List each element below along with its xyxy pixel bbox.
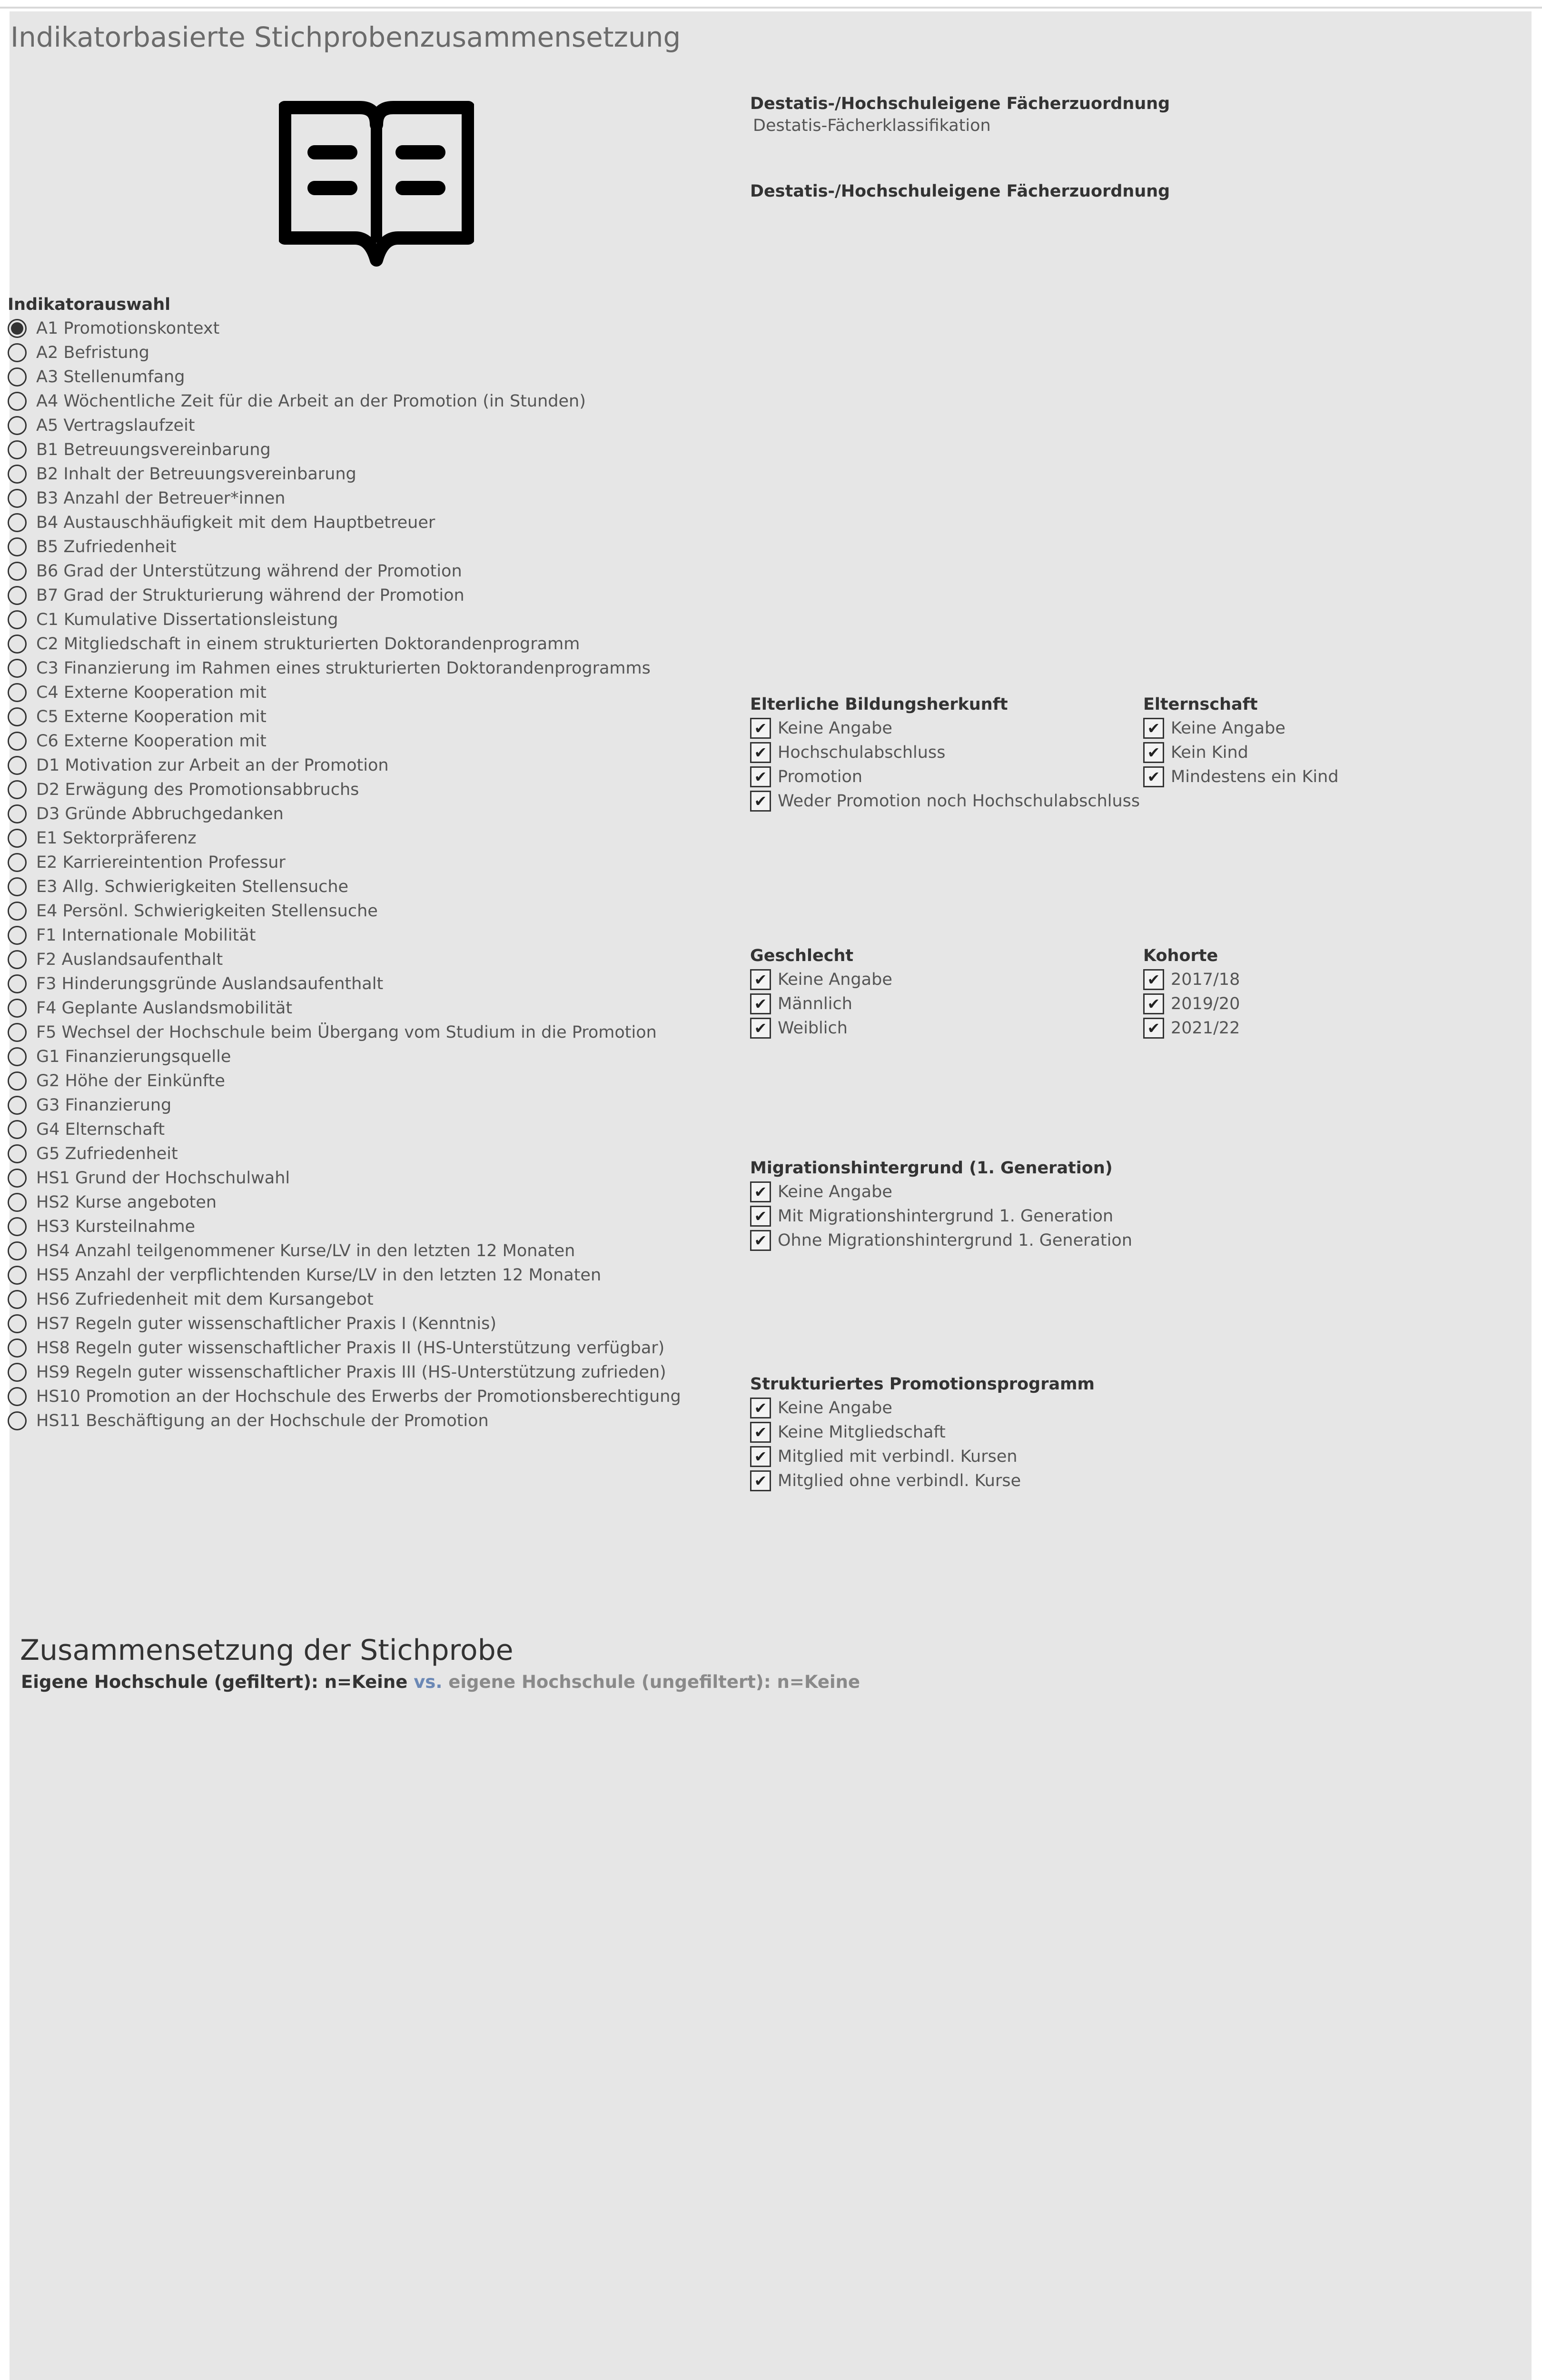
indicator-radio-item[interactable] xyxy=(8,632,722,656)
checkbox-label: Keine Angabe xyxy=(778,1398,892,1418)
checkbox-checked-icon[interactable]: ✔ xyxy=(1143,969,1164,990)
radio-button[interactable] xyxy=(8,513,27,532)
radio-button[interactable] xyxy=(8,756,27,775)
checkbox-label: Keine Angabe xyxy=(778,1182,892,1201)
indicator-radio-item[interactable] xyxy=(8,535,722,559)
radio-button[interactable] xyxy=(8,1411,27,1430)
checkbox-label: Mitglied mit verbindl. Kursen xyxy=(778,1447,1018,1466)
checkbox-item[interactable] xyxy=(750,1204,1132,1228)
checkbox-checked-icon[interactable]: ✔ xyxy=(750,1181,771,1202)
checkbox-label: Weder Promotion noch Hochschulabschluss xyxy=(778,791,1140,811)
checkbox-label: Männlich xyxy=(778,994,852,1013)
indicator-radio-item[interactable] xyxy=(8,874,722,899)
indicator-radio-item[interactable] xyxy=(8,607,722,632)
faecher-value[interactable]: Destatis-Fächerklassifikation xyxy=(753,116,991,135)
checkbox-item[interactable] xyxy=(750,1228,1132,1252)
radio-button[interactable] xyxy=(8,319,27,338)
indicator-radio-item[interactable] xyxy=(8,1044,722,1069)
checkbox-checked-icon[interactable]: ✔ xyxy=(750,1446,771,1467)
checkbox-label: Keine Mitgliedschaft xyxy=(778,1422,946,1442)
indicator-label-text: C5 Externe Kooperation mit xyxy=(36,707,267,726)
checkbox-checked-icon[interactable]: ✔ xyxy=(750,969,771,990)
indicator-label-text: A3 Stellenumfang xyxy=(36,367,185,387)
indicator-radio-item[interactable] xyxy=(8,947,722,972)
checkbox-checked-icon[interactable]: ✔ xyxy=(750,1230,771,1251)
indicator-label-text: E3 Allg. Schwierigkeiten Stellensuche xyxy=(36,877,349,896)
faecher-filter-2[interactable] xyxy=(750,180,1170,203)
filter-title: Strukturiertes Promotionsprogramm xyxy=(750,1375,1095,1394)
indicator-radio-item[interactable] xyxy=(8,1069,722,1093)
radio-button[interactable] xyxy=(8,877,27,896)
indicator-radio-item[interactable] xyxy=(8,1190,722,1214)
indicator-label-text: G1 Finanzierungsquelle xyxy=(36,1047,231,1066)
filter-title: Elternschaft xyxy=(1143,695,1258,714)
radio-button[interactable] xyxy=(8,586,27,605)
radio-button[interactable] xyxy=(8,489,27,508)
radio-button[interactable] xyxy=(8,659,27,678)
checkbox-list xyxy=(750,716,1140,813)
indicator-radio-item[interactable] xyxy=(8,462,722,486)
indicator-label-text: D3 Gründe Abbruchgedanken xyxy=(36,804,284,823)
indicator-label-text: A5 Vertragslaufzeit xyxy=(36,416,195,435)
filter-kohorte xyxy=(1143,944,1240,1040)
checkbox-label: Mitglied ohne verbindl. Kurse xyxy=(778,1471,1021,1490)
radio-button[interactable] xyxy=(8,780,27,799)
indicator-radio-list xyxy=(8,316,722,1433)
checkbox-item[interactable] xyxy=(1143,1016,1240,1040)
radio-button[interactable] xyxy=(8,1266,27,1285)
checkbox-label: 2021/22 xyxy=(1171,1018,1240,1038)
indicator-radio-item[interactable] xyxy=(8,1384,722,1408)
indicator-label-text: B3 Anzahl der Betreuer*innen xyxy=(36,488,286,508)
radio-button[interactable] xyxy=(8,1217,27,1236)
radio-button[interactable] xyxy=(8,1023,27,1042)
indicator-label-text: C3 Finanzierung im Rahmen eines strukturierten Doktorandenprogramms xyxy=(36,658,651,678)
checkbox-item[interactable] xyxy=(750,1016,892,1040)
radio-button[interactable] xyxy=(8,1120,27,1139)
indicator-radio-item[interactable] xyxy=(8,680,722,704)
checkbox-item[interactable] xyxy=(750,967,892,992)
indicator-radio-item[interactable] xyxy=(8,486,722,510)
indicator-label-text: E1 Sektorpräferenz xyxy=(36,828,197,848)
radio-button[interactable] xyxy=(8,829,27,848)
checkbox-checked-icon[interactable]: ✔ xyxy=(750,766,771,787)
checkbox-checked-icon[interactable]: ✔ xyxy=(1143,766,1164,787)
indicator-radio-item[interactable] xyxy=(8,1263,722,1287)
indicator-radio-item[interactable] xyxy=(8,1239,722,1263)
radio-button[interactable] xyxy=(8,732,27,751)
checkbox-item[interactable] xyxy=(750,764,1140,789)
page-title: Indikatorbasierte Stichprobenzusammensetzung xyxy=(10,21,681,53)
indicator-label-text: B6 Grad der Unterstützung während der Promotion xyxy=(36,561,462,581)
radio-button[interactable] xyxy=(8,343,27,362)
checkbox-label: 2019/20 xyxy=(1171,994,1240,1013)
indicator-label-text: B1 Betreuungsvereinbarung xyxy=(36,440,271,459)
vs-label: vs. xyxy=(414,1672,443,1692)
indicator-radio-item[interactable] xyxy=(8,1311,722,1336)
indicator-label-text: D1 Motivation zur Arbeit an der Promotion xyxy=(36,755,389,775)
indicator-label-text: B7 Grad der Strukturierung während der Promotion xyxy=(36,585,465,605)
radio-button[interactable] xyxy=(8,1314,27,1333)
checkbox-item[interactable] xyxy=(750,716,1140,740)
checkbox-item[interactable] xyxy=(750,992,892,1016)
filter-title: Migrationshintergrund (1. Generation) xyxy=(750,1159,1113,1178)
checkbox-list xyxy=(1143,716,1339,789)
radio-button[interactable] xyxy=(8,853,27,872)
radio-button[interactable] xyxy=(8,683,27,702)
filter-title: Kohorte xyxy=(1143,946,1218,965)
indicator-label-text: D2 Erwägung des Promotionsabbruchs xyxy=(36,780,359,799)
indicator-radio-item[interactable] xyxy=(8,899,722,923)
filter-migrationshintergrund xyxy=(750,1157,1132,1252)
indicator-label-text: A1 Promotionskontext xyxy=(36,318,220,338)
indicator-label-text: B2 Inhalt der Betreuungsvereinbarung xyxy=(36,464,356,484)
indicator-label-text: C1 Kumulative Dissertationsleistung xyxy=(36,610,338,629)
checkbox-checked-icon[interactable]: ✔ xyxy=(750,993,771,1014)
radio-button[interactable] xyxy=(8,1290,27,1309)
indicator-radio-item[interactable] xyxy=(8,1214,722,1239)
indicator-label-text: HS10 Promotion an der Hochschule des Erwerbs der Promotionsberechtigung xyxy=(36,1387,681,1406)
filter-title: Elterliche Bildungsherkunft xyxy=(750,695,1008,714)
checkbox-label: Weiblich xyxy=(778,1018,848,1038)
indicator-label-text: F5 Wechsel der Hochschule beim Übergang vom Studium in die Promotion xyxy=(36,1022,657,1042)
radio-button[interactable] xyxy=(8,465,27,484)
checkbox-item[interactable] xyxy=(750,1420,1095,1444)
checkbox-checked-icon[interactable]: ✔ xyxy=(1143,742,1164,763)
indicator-label-text: G4 Elternschaft xyxy=(36,1120,165,1139)
checkbox-item[interactable] xyxy=(1143,992,1240,1016)
checkbox-item[interactable] xyxy=(750,1468,1095,1493)
indicator-radio-item[interactable] xyxy=(8,996,722,1020)
indicator-radio-item[interactable] xyxy=(8,413,722,437)
radio-button[interactable] xyxy=(8,1363,27,1382)
indicator-radio-item[interactable] xyxy=(8,1141,722,1166)
indicator-label-text: F2 Auslandsaufenthalt xyxy=(36,950,223,969)
filter-elternschaft xyxy=(1143,693,1339,789)
indicator-label-text: HS9 Regeln guter wissenschaftlicher Praxis III (HS-Unterstützung zufrieden) xyxy=(36,1362,666,1382)
indicator-label: Indikatorauswahl xyxy=(8,295,171,314)
filtered-count: Eigene Hochschule (gefiltert): n=Keine xyxy=(21,1672,408,1692)
checkbox-label: Mindestens ein Kind xyxy=(1171,767,1339,786)
checkbox-checked-icon[interactable]: ✔ xyxy=(750,1206,771,1227)
checkbox-checked-icon[interactable]: ✔ xyxy=(1143,718,1164,739)
radio-button[interactable] xyxy=(8,635,27,654)
checkbox-label: Hochschulabschluss xyxy=(778,743,946,762)
indicator-label-text: HS1 Grund der Hochschulwahl xyxy=(36,1168,290,1188)
indicator-selection xyxy=(8,293,722,1433)
checkbox-item[interactable] xyxy=(750,1444,1095,1468)
radio-button[interactable] xyxy=(8,610,27,629)
radio-button[interactable] xyxy=(8,974,27,993)
checkbox-checked-icon[interactable]: ✔ xyxy=(750,1398,771,1418)
indicator-label-text: HS11 Beschäftigung an der Hochschule der Promotion xyxy=(36,1411,489,1430)
radio-button[interactable] xyxy=(8,804,27,823)
indicator-label-text: G2 Höhe der Einkünfte xyxy=(36,1071,225,1091)
indicator-label-text: C6 Externe Kooperation mit xyxy=(36,731,267,751)
indicator-radio-item[interactable] xyxy=(8,1166,722,1190)
checkbox-list xyxy=(1143,967,1240,1040)
radio-button[interactable] xyxy=(8,416,27,435)
indicator-radio-item[interactable] xyxy=(8,559,722,583)
open-book-icon xyxy=(279,100,474,269)
indicator-label-text: F4 Geplante Auslandsmobilität xyxy=(36,998,293,1018)
radio-selected-dot xyxy=(11,322,23,335)
faecher-title-2: Destatis-/Hochschuleigene Fächerzuordnung xyxy=(750,182,1170,201)
checkbox-item[interactable] xyxy=(750,789,1140,813)
radio-button[interactable] xyxy=(8,562,27,581)
checkbox-label: Keine Angabe xyxy=(778,718,892,738)
indicator-radio-item[interactable] xyxy=(8,1360,722,1384)
radio-button[interactable] xyxy=(8,902,27,921)
indicator-label-text: A2 Befristung xyxy=(36,343,149,362)
indicator-radio-item[interactable] xyxy=(8,656,722,680)
indicator-label-text: HS2 Kurse angeboten xyxy=(36,1192,217,1212)
indicator-radio-item[interactable] xyxy=(8,437,722,462)
checkbox-checked-icon[interactable]: ✔ xyxy=(750,1470,771,1491)
indicator-radio-item[interactable] xyxy=(8,753,722,777)
indicator-label-text: E4 Persönl. Schwierigkeiten Stellensuche xyxy=(36,901,378,921)
composition-subtitle xyxy=(21,1672,860,1692)
indicator-radio-item[interactable] xyxy=(8,389,722,413)
unfiltered-count: eigene Hochschule (ungefiltert): n=Keine xyxy=(448,1672,860,1692)
indicator-label-text: A4 Wöchentliche Zeit für die Arbeit an der Promotion (in Stunden) xyxy=(36,391,586,411)
indicator-radio-item[interactable] xyxy=(8,802,722,826)
radio-button[interactable] xyxy=(8,707,27,726)
checkbox-item[interactable] xyxy=(1143,967,1240,992)
filter-bildungsherkunft xyxy=(750,693,1140,813)
radio-button[interactable] xyxy=(8,440,27,459)
radio-button[interactable] xyxy=(8,1169,27,1188)
indicator-radio-item[interactable] xyxy=(8,316,722,340)
indicator-label-text: HS6 Zufriedenheit mit dem Kursangebot xyxy=(36,1289,374,1309)
checkbox-checked-icon[interactable]: ✔ xyxy=(750,1422,771,1443)
faecher-filter[interactable] xyxy=(750,92,1170,136)
indicator-radio-item[interactable] xyxy=(8,704,722,729)
checkbox-checked-icon[interactable]: ✔ xyxy=(750,791,771,812)
radio-button[interactable] xyxy=(8,926,27,945)
checkbox-label: Keine Angabe xyxy=(1171,718,1285,738)
checkbox-checked-icon[interactable]: ✔ xyxy=(750,742,771,763)
radio-button[interactable] xyxy=(8,1096,27,1115)
checkbox-list xyxy=(750,1396,1095,1493)
radio-button[interactable] xyxy=(8,1339,27,1358)
indicator-radio-item[interactable] xyxy=(8,923,722,947)
checkbox-checked-icon[interactable]: ✔ xyxy=(1143,993,1164,1014)
radio-button[interactable] xyxy=(8,1241,27,1260)
indicator-radio-item[interactable] xyxy=(8,729,722,753)
checkbox-checked-icon[interactable]: ✔ xyxy=(750,718,771,739)
checkbox-list xyxy=(750,1180,1132,1252)
indicator-radio-item[interactable] xyxy=(8,1287,722,1311)
radio-button[interactable] xyxy=(8,1193,27,1212)
radio-button[interactable] xyxy=(8,537,27,556)
checkbox-item[interactable] xyxy=(750,1180,1132,1204)
checkbox-checked-icon[interactable]: ✔ xyxy=(1143,1018,1164,1039)
composition-title: Zusammensetzung der Stichprobe xyxy=(20,1634,514,1667)
indicator-label-text: C4 Externe Kooperation mit xyxy=(36,683,267,702)
checkbox-label: Mit Migrationshintergrund 1. Generation xyxy=(778,1206,1114,1226)
indicator-label-text: HS7 Regeln guter wissenschaftlicher Praxis I (Kenntnis) xyxy=(36,1314,497,1333)
indicator-radio-item[interactable] xyxy=(8,850,722,874)
radio-button[interactable] xyxy=(8,1071,27,1091)
indicator-radio-item[interactable] xyxy=(8,1117,722,1141)
checkbox-label: Ohne Migrationshintergrund 1. Generation xyxy=(778,1230,1133,1250)
radio-button[interactable] xyxy=(8,367,27,387)
indicator-radio-item[interactable] xyxy=(8,1093,722,1117)
checkbox-label: Keine Angabe xyxy=(778,970,892,989)
indicator-radio-item[interactable] xyxy=(8,826,722,850)
checkbox-label: Kein Kind xyxy=(1171,743,1248,762)
checkbox-label: Promotion xyxy=(778,767,863,786)
indicator-label-text: F3 Hinderungsgründe Auslandsaufenthalt xyxy=(36,974,384,993)
radio-button[interactable] xyxy=(8,392,27,411)
indicator-radio-item[interactable] xyxy=(8,1020,722,1044)
indicator-radio-item[interactable] xyxy=(8,510,722,535)
indicator-label-text: C2 Mitgliedschaft in einem strukturierten Doktorandenprogramm xyxy=(36,634,580,654)
top-bar xyxy=(0,0,1542,9)
checkbox-item[interactable] xyxy=(750,740,1140,764)
indicator-radio-item[interactable] xyxy=(8,583,722,607)
checkbox-item[interactable] xyxy=(750,1396,1095,1420)
indicator-label-text: F1 Internationale Mobilität xyxy=(36,925,256,945)
radio-button[interactable] xyxy=(8,999,27,1018)
indicator-radio-item[interactable] xyxy=(8,972,722,996)
indicator-radio-item[interactable] xyxy=(8,1336,722,1360)
faecher-title: Destatis-/Hochschuleigene Fächerzuordnung xyxy=(750,94,1170,113)
indicator-label-text: B5 Zufriedenheit xyxy=(36,537,177,556)
checkbox-item[interactable] xyxy=(1143,716,1339,740)
checkbox-label: 2017/18 xyxy=(1171,970,1240,989)
indicator-label-text: E2 Karriereintention Professur xyxy=(36,853,286,872)
checkbox-checked-icon[interactable]: ✔ xyxy=(750,1018,771,1039)
indicator-label-text: HS4 Anzahl teilgenommener Kurse/LV in den letzten 12 Monaten xyxy=(36,1241,575,1260)
filter-title: Geschlecht xyxy=(750,946,854,965)
checkbox-list xyxy=(750,967,892,1040)
radio-button[interactable] xyxy=(8,1387,27,1406)
indicator-radio-item[interactable] xyxy=(8,777,722,802)
checkbox-item[interactable] xyxy=(1143,740,1339,764)
indicator-label-text: HS5 Anzahl der verpflichtenden Kurse/LV in den letzten 12 Monaten xyxy=(36,1265,602,1285)
radio-button[interactable] xyxy=(8,1144,27,1163)
indicator-radio-item[interactable] xyxy=(8,365,722,389)
indicator-label-text: HS8 Regeln guter wissenschaftlicher Praxis II (HS-Unterstützung verfügbar) xyxy=(36,1338,665,1358)
filter-promotionsprogramm xyxy=(750,1373,1095,1493)
indicator-radio-item[interactable] xyxy=(8,340,722,365)
radio-button[interactable] xyxy=(8,1047,27,1066)
checkbox-item[interactable] xyxy=(1143,764,1339,789)
indicator-label-text: HS3 Kursteilnahme xyxy=(36,1217,196,1236)
indicator-label-text: G3 Finanzierung xyxy=(36,1095,172,1115)
filter-geschlecht xyxy=(750,944,892,1040)
radio-button[interactable] xyxy=(8,950,27,969)
indicator-label-text: B4 Austauschhäufigkeit mit dem Hauptbetreuer xyxy=(36,513,435,532)
indicator-radio-item[interactable] xyxy=(8,1408,722,1433)
indicator-label-text: G5 Zufriedenheit xyxy=(36,1144,178,1163)
